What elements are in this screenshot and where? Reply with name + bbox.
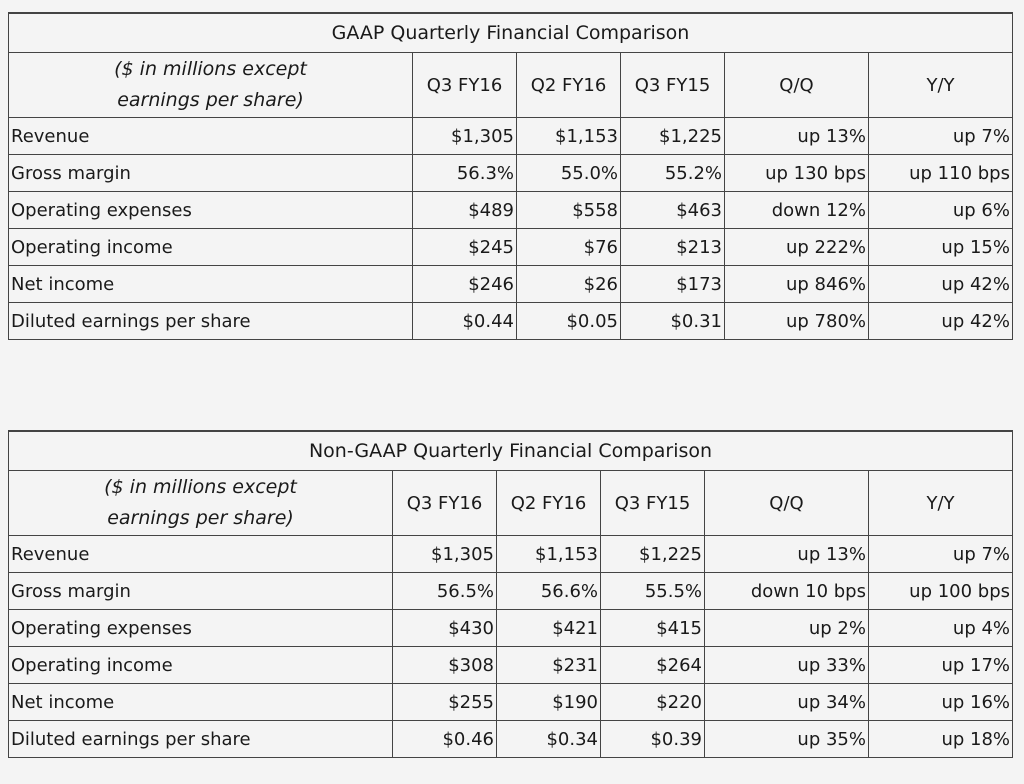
column-header: Q3 FY16: [393, 471, 497, 536]
table-cell: $1,225: [621, 118, 725, 155]
column-header: Q3 FY15: [621, 53, 725, 118]
units-note: [9, 53, 413, 118]
table-cell: $1,225: [601, 536, 705, 573]
units-note-line1: ($ in millions except: [104, 476, 297, 498]
table-cell: $1,153: [517, 118, 621, 155]
table-row: [9, 721, 1013, 758]
table-cell: $0.46: [393, 721, 497, 758]
row-label: Operating income: [9, 229, 413, 266]
table-cell: up 15%: [869, 229, 1013, 266]
table-row: [9, 684, 1013, 721]
table-cell: $0.34: [497, 721, 601, 758]
table-cell: $0.05: [517, 303, 621, 340]
row-label: Revenue: [9, 536, 393, 573]
table-cell: $558: [517, 192, 621, 229]
row-label: Net income: [9, 684, 393, 721]
table-row: [9, 118, 1013, 155]
table-cell: up 7%: [869, 118, 1013, 155]
table-cell: up 2%: [705, 610, 869, 647]
row-label: Net income: [9, 266, 413, 303]
table-cell: 55.0%: [517, 155, 621, 192]
table-cell: up 34%: [705, 684, 869, 721]
table-cell: up 13%: [705, 536, 869, 573]
table-cell: $308: [393, 647, 497, 684]
units-note-line1: ($ in millions except: [114, 58, 307, 80]
table-cell: up 110 bps: [869, 155, 1013, 192]
table-row: [9, 303, 1013, 340]
column-header: Q/Q: [705, 471, 869, 536]
table-cell: $245: [413, 229, 517, 266]
non-gaap-comparison-table: [8, 430, 1013, 758]
table-cell: 56.6%: [497, 573, 601, 610]
table-cell: $220: [601, 684, 705, 721]
table-cell: up 13%: [725, 118, 869, 155]
table-cell: up 42%: [869, 303, 1013, 340]
units-note: [9, 471, 393, 536]
table-cell: $255: [393, 684, 497, 721]
table-cell: 55.2%: [621, 155, 725, 192]
table-cell: $246: [413, 266, 517, 303]
column-header: Y/Y: [869, 53, 1013, 118]
column-header: Q/Q: [725, 53, 869, 118]
table-row: [9, 647, 1013, 684]
table-title: GAAP Quarterly Financial Comparison: [9, 13, 1013, 53]
table-cell: up 35%: [705, 721, 869, 758]
table-cell: $76: [517, 229, 621, 266]
table-row: [9, 573, 1013, 610]
table-cell: up 33%: [705, 647, 869, 684]
units-note-line2: earnings per share): [117, 89, 304, 111]
column-header: Q3 FY16: [413, 53, 517, 118]
table-cell: 55.5%: [601, 573, 705, 610]
column-header: Q2 FY16: [497, 471, 601, 536]
table-cell: 56.5%: [393, 573, 497, 610]
table-cell: up 18%: [869, 721, 1013, 758]
table-cell: up 780%: [725, 303, 869, 340]
row-label: Operating expenses: [9, 610, 393, 647]
table-row: [9, 266, 1013, 303]
row-label: Diluted earnings per share: [9, 721, 393, 758]
column-header: Y/Y: [869, 471, 1013, 536]
row-label: Operating expenses: [9, 192, 413, 229]
table-title: Non-GAAP Quarterly Financial Comparison: [9, 431, 1013, 471]
row-label: Gross margin: [9, 155, 413, 192]
table-cell: 56.3%: [413, 155, 517, 192]
table-cell: $0.44: [413, 303, 517, 340]
table-cell: $463: [621, 192, 725, 229]
table-cell: up 16%: [869, 684, 1013, 721]
gaap-comparison-table: [8, 12, 1013, 340]
table-cell: down 12%: [725, 192, 869, 229]
table-row: [9, 536, 1013, 573]
table-cell: up 6%: [869, 192, 1013, 229]
row-label: Revenue: [9, 118, 413, 155]
table-cell: $0.39: [601, 721, 705, 758]
table-cell: $430: [393, 610, 497, 647]
table-cell: up 42%: [869, 266, 1013, 303]
table-cell: $0.31: [621, 303, 725, 340]
table-row: [9, 229, 1013, 266]
table-cell: $1,305: [413, 118, 517, 155]
row-label: Operating income: [9, 647, 393, 684]
table-cell: $1,305: [393, 536, 497, 573]
table-cell: up 7%: [869, 536, 1013, 573]
table-cell: $213: [621, 229, 725, 266]
table-cell: up 846%: [725, 266, 869, 303]
table-cell: up 100 bps: [869, 573, 1013, 610]
table-cell: down 10 bps: [705, 573, 869, 610]
column-header: Q2 FY16: [517, 53, 621, 118]
table-cell: $173: [621, 266, 725, 303]
table-cell: up 130 bps: [725, 155, 869, 192]
table-cell: up 222%: [725, 229, 869, 266]
table-row: [9, 610, 1013, 647]
row-label: Gross margin: [9, 573, 393, 610]
table-cell: $26: [517, 266, 621, 303]
column-header: Q3 FY15: [601, 471, 705, 536]
table-cell: $421: [497, 610, 601, 647]
table-cell: $415: [601, 610, 705, 647]
table-row: [9, 155, 1013, 192]
table-cell: $231: [497, 647, 601, 684]
table-cell: $1,153: [497, 536, 601, 573]
table-cell: $264: [601, 647, 705, 684]
units-note-line2: earnings per share): [107, 507, 294, 529]
table-cell: $489: [413, 192, 517, 229]
row-label: Diluted earnings per share: [9, 303, 413, 340]
table-cell: $190: [497, 684, 601, 721]
table-cell: up 4%: [869, 610, 1013, 647]
table-row: [9, 192, 1013, 229]
table-cell: up 17%: [869, 647, 1013, 684]
